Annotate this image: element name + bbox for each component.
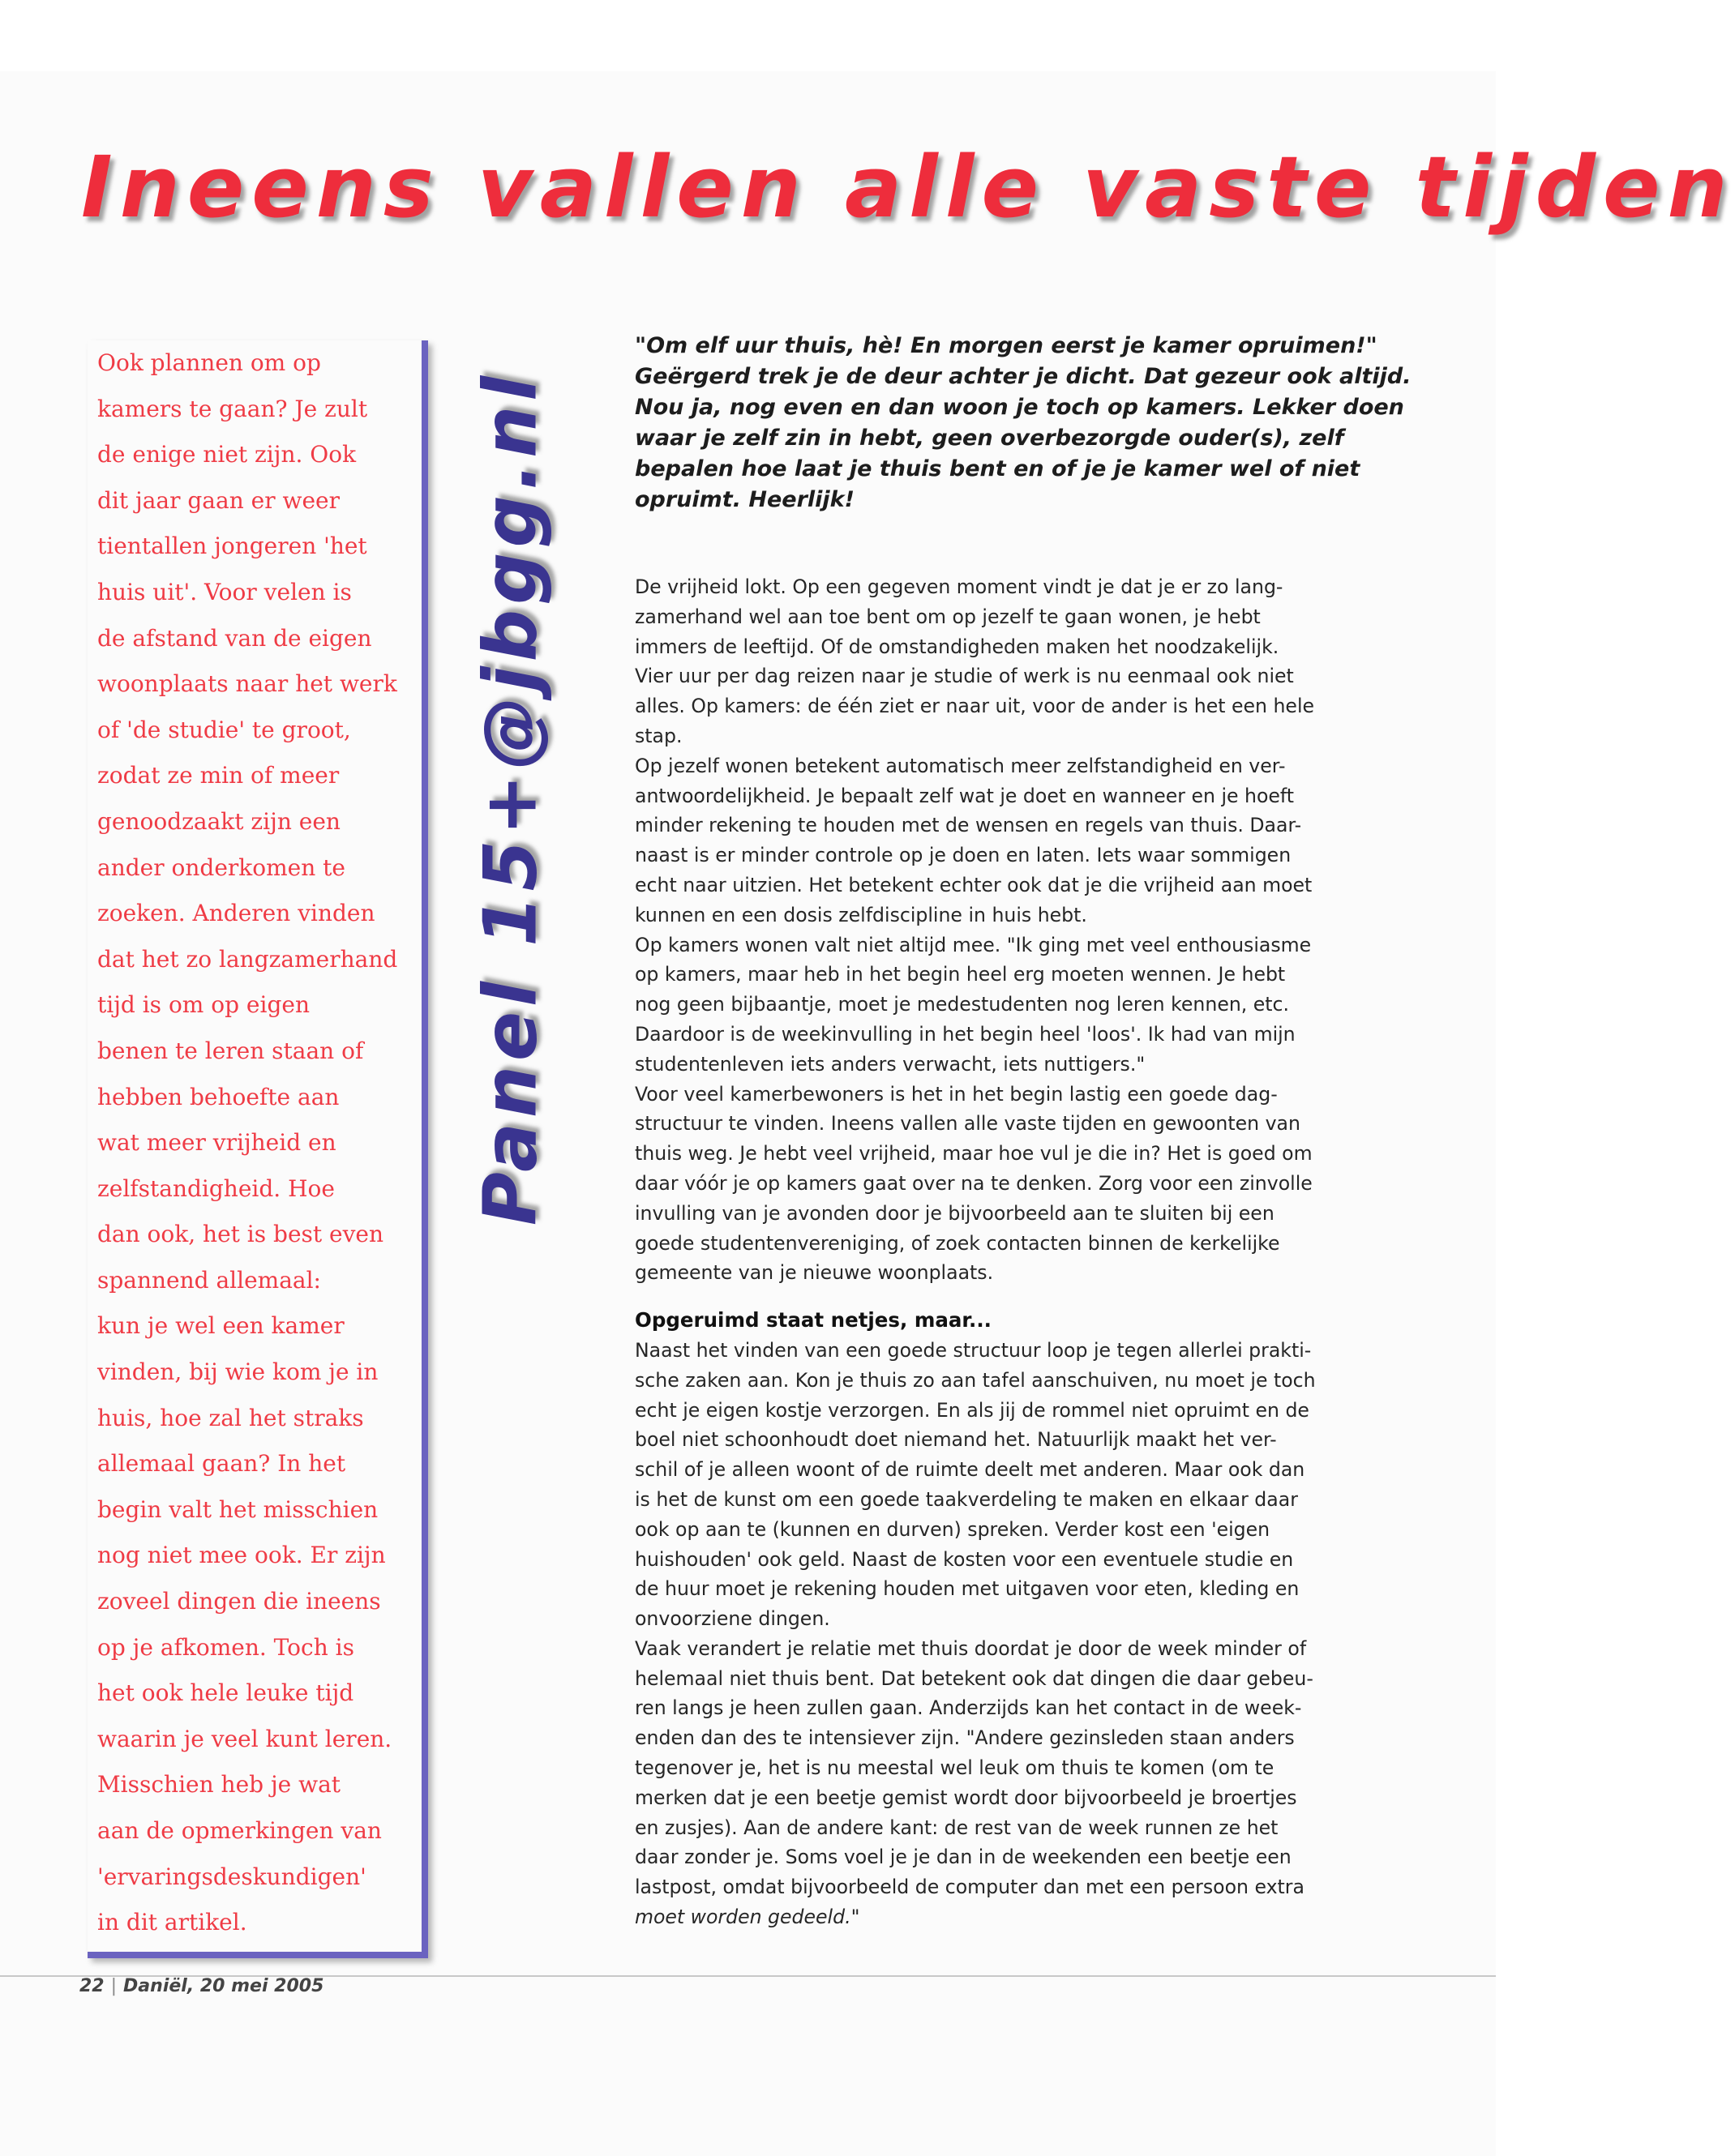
page-headline: Ineens vallen alle vaste tijden: [81, 138, 1735, 237]
article-intro: "Om elf uur thuis, hè! En morgen eerst je kamer opruimen!" Geërgerd trek je de deur achter je dicht. Dat gezeur ook altijd. Nou ja, nog even en dan woon je toch op kamers. Lekker doen waar je zelf zin in hebt, geen overbezorgde ouder(s), zelf bepalen hoe laat je thuis bent en of je je kamer wel of niet opruimt. Heerlijk!: [635, 333, 1412, 512]
body-line: Op jezelf wonen betekent automatisch meer zelfstandigheid en ver-: [635, 754, 1286, 777]
sidebar-line: dan ook, het is best even: [97, 1221, 384, 1248]
sidebar-line: spannend allemaal:: [97, 1266, 321, 1294]
body-line: naast is er minder controle op je doen en laten. Iets waar sommigen: [635, 844, 1292, 867]
sidebar-line: ander onderkomen te: [97, 853, 345, 881]
body-line: immers de leeftijd. Of de omstandigheden maken het noodzakelijk.: [635, 635, 1279, 658]
body-line: daar zonder je. Soms voel je je dan in de weekenden een beetje een: [635, 1846, 1292, 1869]
body-line: huishouden' ook geld. Naast de kosten voor een eventuele studie en: [635, 1547, 1294, 1571]
body-line: onvoorziene dingen.: [635, 1607, 830, 1631]
sidebar-line: zelfstandigheid. Hoe: [97, 1174, 335, 1202]
body-line: Daardoor is de weekinvulling in het begin heel 'loos'. Ik had van mijn: [635, 1022, 1296, 1046]
body-line: lastpost, omdat bijvoorbeeld de computer dan met een persoon extra: [635, 1876, 1304, 1899]
body-line: moet worden gedeeld.": [635, 1906, 860, 1929]
body-line: gemeente van je nieuwe woonplaats.: [635, 1261, 994, 1285]
sidebar-line: hebben behoefte aan: [97, 1083, 340, 1110]
body-line: kunnen en een dosis zelfdiscipline in huis hebt.: [635, 903, 1087, 926]
body-line: ook op aan te (kunnen en durven) spreken. Verder kost een 'eigen: [635, 1517, 1270, 1541]
page-number: 22: [79, 1976, 105, 1996]
sidebar-line: genoodzaakt zijn een: [97, 807, 341, 835]
sidebar-line: Misschien heb je wat: [97, 1771, 341, 1799]
body-line: echt je eigen kostje verzorgen. En als jij de rommel niet opruimt en de: [635, 1398, 1309, 1422]
sidebar-line: tijd is om op eigen: [97, 991, 310, 1019]
sidebar-box: [88, 340, 428, 1958]
sidebar-line: aan de opmerkingen van: [97, 1817, 382, 1844]
body-line: merken dat je een beetje gemist wordt door bijvoorbeeld je broertjes: [635, 1786, 1297, 1809]
sidebar-line: woonplaats naar het werk: [97, 670, 397, 698]
body-line: stap.: [635, 724, 683, 747]
body-line: nog geen bijbaantje, moet je medestudenten nog leren kennen, etc.: [635, 993, 1290, 1016]
sidebar-line: zoeken. Anderen vinden: [97, 900, 375, 927]
body-line: enden dan des te intensiever zijn. "Andere gezinsleden staan anders: [635, 1726, 1295, 1750]
body-line: Naast het vinden van een goede structuur loop je tegen allerlei prakti-: [635, 1338, 1312, 1362]
sidebar-line: zoveel dingen die ineens: [97, 1588, 381, 1615]
article-body-part-1: [635, 572, 1446, 1288]
sidebar-line: de afstand van de eigen: [97, 624, 372, 652]
body-line: boel niet schoonhoudt doet niemand het. Natuurlijk maakt het ver-: [635, 1428, 1277, 1452]
sidebar-line: huis uit'. Voor velen is: [97, 578, 352, 605]
article-subheading: Opgeruimd staat netjes, maar...: [635, 1308, 992, 1333]
body-line: Vaak verandert je relatie met thuis doordat je door de week minder of: [635, 1636, 1307, 1660]
sidebar-text: [97, 340, 422, 1946]
sidebar-line: dit jaar gaan er weer: [97, 486, 340, 514]
body-line: Voor veel kamerbewoners is het in het begin lastig een goede dag-: [635, 1082, 1278, 1106]
body-line: op kamers, maar heb in het begin heel erg moeten wennen. Je hebt: [635, 963, 1286, 986]
body-line: de huur moet je rekening houden met uitgaven voor eten, kleding en: [635, 1577, 1300, 1601]
sidebar-line: huis, hoe zal het straks: [97, 1404, 364, 1431]
article-column: [635, 331, 1446, 1932]
sidebar-line: de enige niet zijn. Ook: [97, 441, 357, 468]
publication-date: Daniël, 20 mei 2005: [123, 1976, 324, 1996]
body-line: structuur te vinden. Ineens vallen alle vaste tijden en gewoonten van: [635, 1112, 1300, 1136]
sidebar-line: kun je wel een kamer: [97, 1312, 345, 1340]
sidebar-line: Ook plannen om op: [97, 349, 321, 376]
sidebar-line: 'ervaringsdeskundigen': [97, 1863, 366, 1890]
sidebar-line: in dit artikel.: [97, 1909, 247, 1936]
sidebar-line: het ook hele leuke tijd: [97, 1679, 354, 1707]
body-line: schil of je alleen woont of de ruimte deelt met anderen. Maar ook dan: [635, 1458, 1305, 1482]
sidebar-line: zodat ze min of meer: [97, 762, 340, 789]
footer-separator: |: [110, 1976, 118, 1996]
body-line: minder rekening te houden met de wensen en regels van thuis. Daar-: [635, 814, 1302, 837]
sidebar-line: tientallen jongeren 'het: [97, 533, 367, 560]
article-body-part-2: [635, 1336, 1446, 1932]
body-line: studentenleven iets anders verwacht, iets nuttigers.": [635, 1052, 1146, 1076]
page-footer: [79, 1976, 323, 1996]
sidebar-line: benen te leren staan of: [97, 1037, 364, 1064]
body-line: invulling van je avonden door je bijvoorbeeld aan te sluiten bij een: [635, 1201, 1274, 1225]
sidebar-line: kamers te gaan? Je zult: [97, 395, 368, 422]
sidebar-line: op je afkomen. Toch is: [97, 1633, 354, 1661]
body-line: helemaal niet thuis bent. Dat betekent ook dat dingen die daar gebeu-: [635, 1666, 1313, 1690]
sidebar-line: nog niet mee ook. Er zijn: [97, 1542, 386, 1569]
sidebar-line: begin valt het misschien: [97, 1495, 379, 1523]
sidebar-line: waarin je veel kunt leren.: [97, 1725, 392, 1752]
body-line: ren langs je heen zullen gaan. Anderzijds kan het contact in de week-: [635, 1696, 1302, 1720]
body-line: alles. Op kamers: de één ziet er naar uit, voor de ander is het een hele: [635, 695, 1315, 718]
body-line: echt naar uitzien. Het betekent echter ook dat je die vrijheid aan moet: [635, 873, 1313, 896]
vertical-panel-text: Panel 15+@jbgg.nl: [468, 370, 554, 1226]
body-line: De vrijheid lokt. Op een gegeven moment vindt je dat je er zo lang-: [635, 575, 1283, 598]
body-line: antwoordelijkheid. Je bepaalt zelf wat je doet en wanneer en je hoeft: [635, 784, 1295, 807]
body-line: is het de kunst om een goede taakverdeling te maken en elkaar daar: [635, 1487, 1298, 1511]
vertical-panel-wrap: [454, 332, 568, 1264]
body-line: tegenover je, het is nu meestal wel leuk om thuis te komen (om te: [635, 1756, 1274, 1780]
body-line: daar vóór je op kamers gaat over na te denken. Zorg voor een zinvolle: [635, 1171, 1313, 1195]
sidebar-line: allemaal gaan? In het: [97, 1450, 346, 1478]
body-line: Op kamers wonen valt niet altijd mee. "Ik ging met veel enthousiasme: [635, 933, 1312, 956]
top-margin: [0, 0, 1496, 71]
sidebar-line: wat meer vrijheid en: [97, 1129, 336, 1157]
body-line: sche zaken aan. Kon je thuis zo aan tafel aanschuiven, nu moet je toch: [635, 1368, 1316, 1392]
body-line: en zusjes). Aan de andere kant: de rest van de week runnen ze het: [635, 1816, 1279, 1839]
sidebar-line: dat het zo langzamerhand: [97, 945, 398, 973]
body-line: thuis weg. Je hebt veel vrijheid, maar hoe vul je die in? Het is goed om: [635, 1142, 1313, 1166]
body-line: zamerhand wel aan toe bent om op jezelf te gaan wonen, je hebt: [635, 605, 1261, 628]
sidebar-line: vinden, bij wie kom je in: [97, 1358, 379, 1386]
sidebar-line: of 'de studie' te groot,: [97, 716, 351, 743]
body-line: goede studentenvereniging, of zoek contacten binnen de kerkelijke: [635, 1231, 1280, 1255]
body-line: Vier uur per dag reizen naar je studie of werk is nu eenmaal ook niet: [635, 665, 1294, 688]
